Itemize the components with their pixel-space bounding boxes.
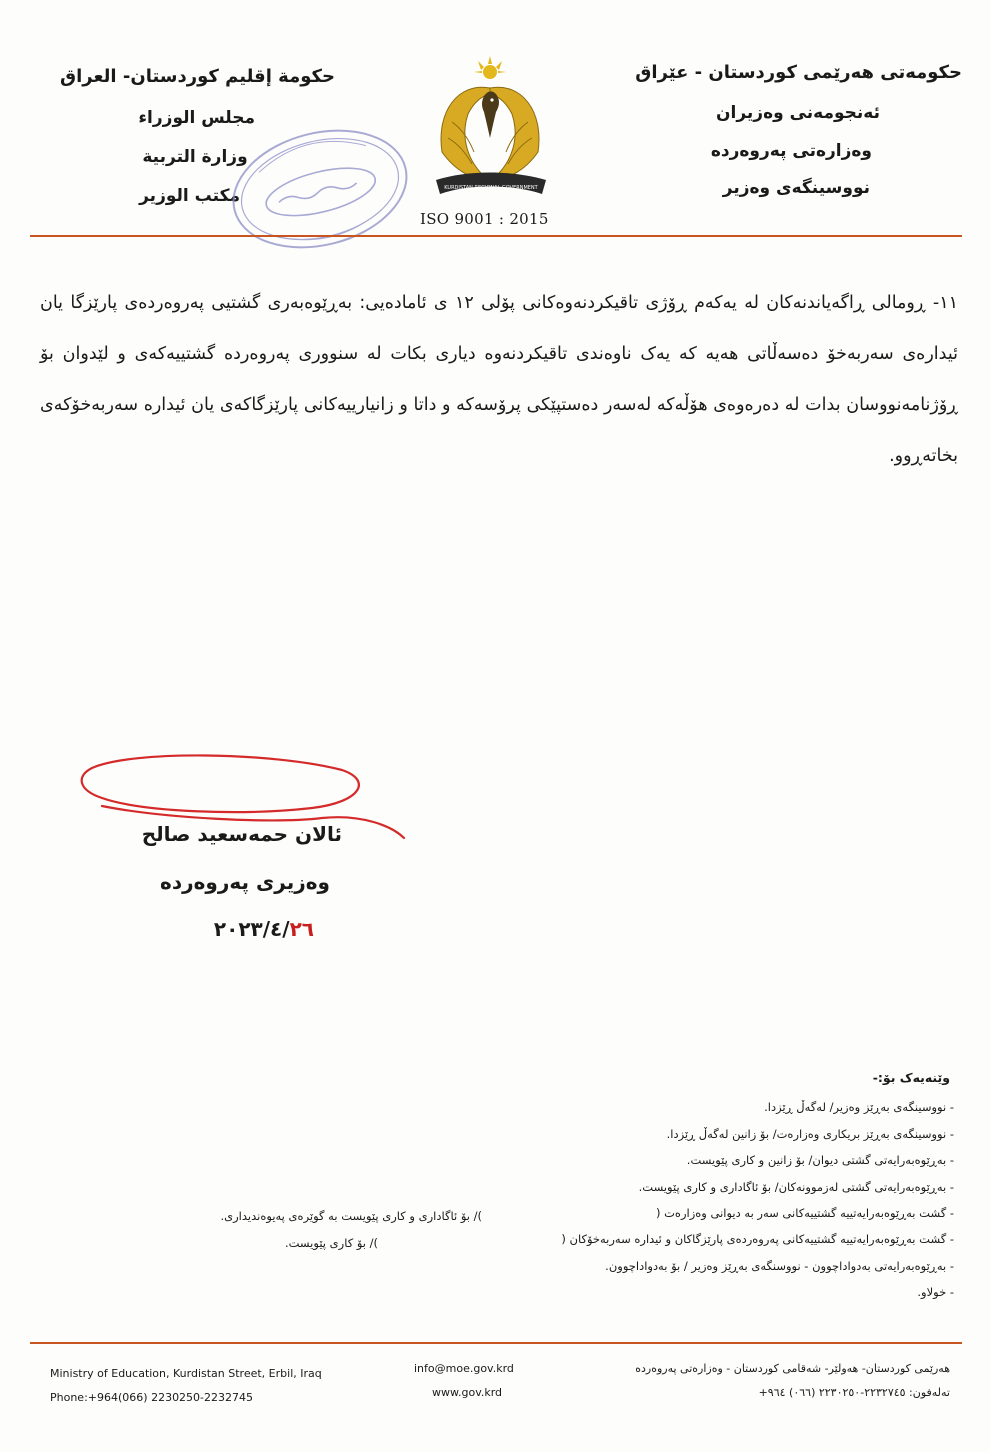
footer-address-en: Ministry of Education, Kurdistan Street, Erbil, Iraq — [50, 1367, 322, 1380]
copies-item: - بەڕێوەبەرایەتی گشتی دیوان/ بۆ زانین و کاری پێویست. — [686, 1153, 954, 1167]
header-divider — [30, 235, 962, 237]
footer-divider — [30, 1342, 962, 1344]
copies-item: - گشت بەڕێوەبەرایەتییە گشتییەکانی سەر بە دیوانی وەزارەت ( — [655, 1206, 954, 1220]
signatory-name: ئالان حمەسعید صالح — [141, 822, 342, 846]
office-stamp — [225, 120, 415, 258]
header-ar-council: مجلس الوزراء — [138, 108, 255, 128]
emblem-banner-text: KURDISTAN REGIONAL GOVERNMENT — [444, 185, 538, 191]
footer-phone-en: Phone:+964(066) 2230250-2232745 — [50, 1391, 254, 1404]
iso-certification: ISO 9001 : 2015 — [420, 210, 549, 228]
copies-item: - گشت بەڕێوەبەرایەتییە گشتییەکانی پەروەردەی پارێزگاکان و ئیدارە سەربەخۆکان ( — [561, 1232, 954, 1246]
header-ar-government: حكومة إقليم كوردستان- العراق — [60, 66, 335, 87]
signature-date — [214, 917, 314, 941]
copies-item: - خولاو. — [917, 1285, 954, 1299]
kurdistan-emblem — [428, 52, 558, 202]
footer-phone-ku: تەلەفون: ٢٢٣٢٧٤٥-٢٢٣٠٢٥٠ (٠٦٦) ٩٦٤+ — [758, 1386, 950, 1399]
header-ar-ministry: وزارة التربية — [142, 147, 248, 167]
header-ku-office: نووسینگەی وەزیر — [722, 178, 870, 198]
copies-item: - نووسینگەی بەڕێز بریکاری وەزارەت/ بۆ زانین لەگەڵ ڕێزدا. — [666, 1127, 954, 1141]
footer-address-ku: هەرێمی کوردستان- هەولێر- شەقامی کوردستان - وەزارەتی پەروەردە — [635, 1362, 950, 1375]
copies-note-provinces: )/ بۆ کاری پێویست. — [284, 1236, 378, 1250]
copies-heading: وێنەیەک بۆ:- — [872, 1070, 950, 1085]
footer-website[interactable]: www.gov.krd — [432, 1386, 503, 1399]
header-ar-office: مكتب الوزير — [139, 186, 240, 206]
signature-date-day: ٢٦ — [289, 917, 314, 941]
header-ku-ministry: وەزارەتی پەروەردە — [710, 141, 872, 161]
copies-item: - بەڕێوەبەرایەتی بەدواداچوون - نووسنگەی بەڕێز وەزیر / بۆ بەدواداچوون. — [605, 1259, 954, 1273]
signatory-title: وەزیری پەروەردە — [160, 870, 330, 894]
header-ku-council: ئەنجومەنی وەزیران — [715, 103, 880, 123]
signature-date-prefix: ٢٠٢٣/٤/ — [213, 917, 290, 941]
header-ku-government: حکومەتی هەرێمی کوردستان - عێراق — [635, 62, 962, 83]
copies-item: - بەڕێوەبەرایەتی گشتی لەزموونەکان/ بۆ ئاگاداری و کاری پێویست. — [638, 1180, 954, 1194]
footer-email[interactable]: info@moe.gov.krd — [414, 1362, 514, 1375]
body-paragraph: ١١- ڕومالی ڕاگەیاندنەکان لە یەکەم ڕۆژی تاقیکردنەوەکانی پۆلی ١٢ ی ئامادەیی: بەڕێوەبەری گشتیی پەروەردەی پارێزگا یان ئیدارەی سەربەخۆ دەسەڵاتی هەیە کە یەک ناوەندی تاقیکردنەوە دیاری بکات لە سنووری پەروەردە گشتییەکەی و لێدوان بۆ ڕۆژنامەنووسان بدات لە دەرەوەی هۆڵەکە لەسەر دەستپێکی پرۆسەکە و داتا و زانیارییەکانی پارێزگاکەی یان ئیدارە سەربەخۆکەی بخاتەڕوو. — [40, 293, 959, 466]
copies-item: - نووسینگەی بەڕێز وەزیر/ لەگەڵ ڕێزدا. — [764, 1100, 954, 1114]
copies-note-departments: )/ بۆ ئاگاداری و کاری پێویست بە گوێرەی پەیوەندیداری. — [220, 1209, 482, 1223]
